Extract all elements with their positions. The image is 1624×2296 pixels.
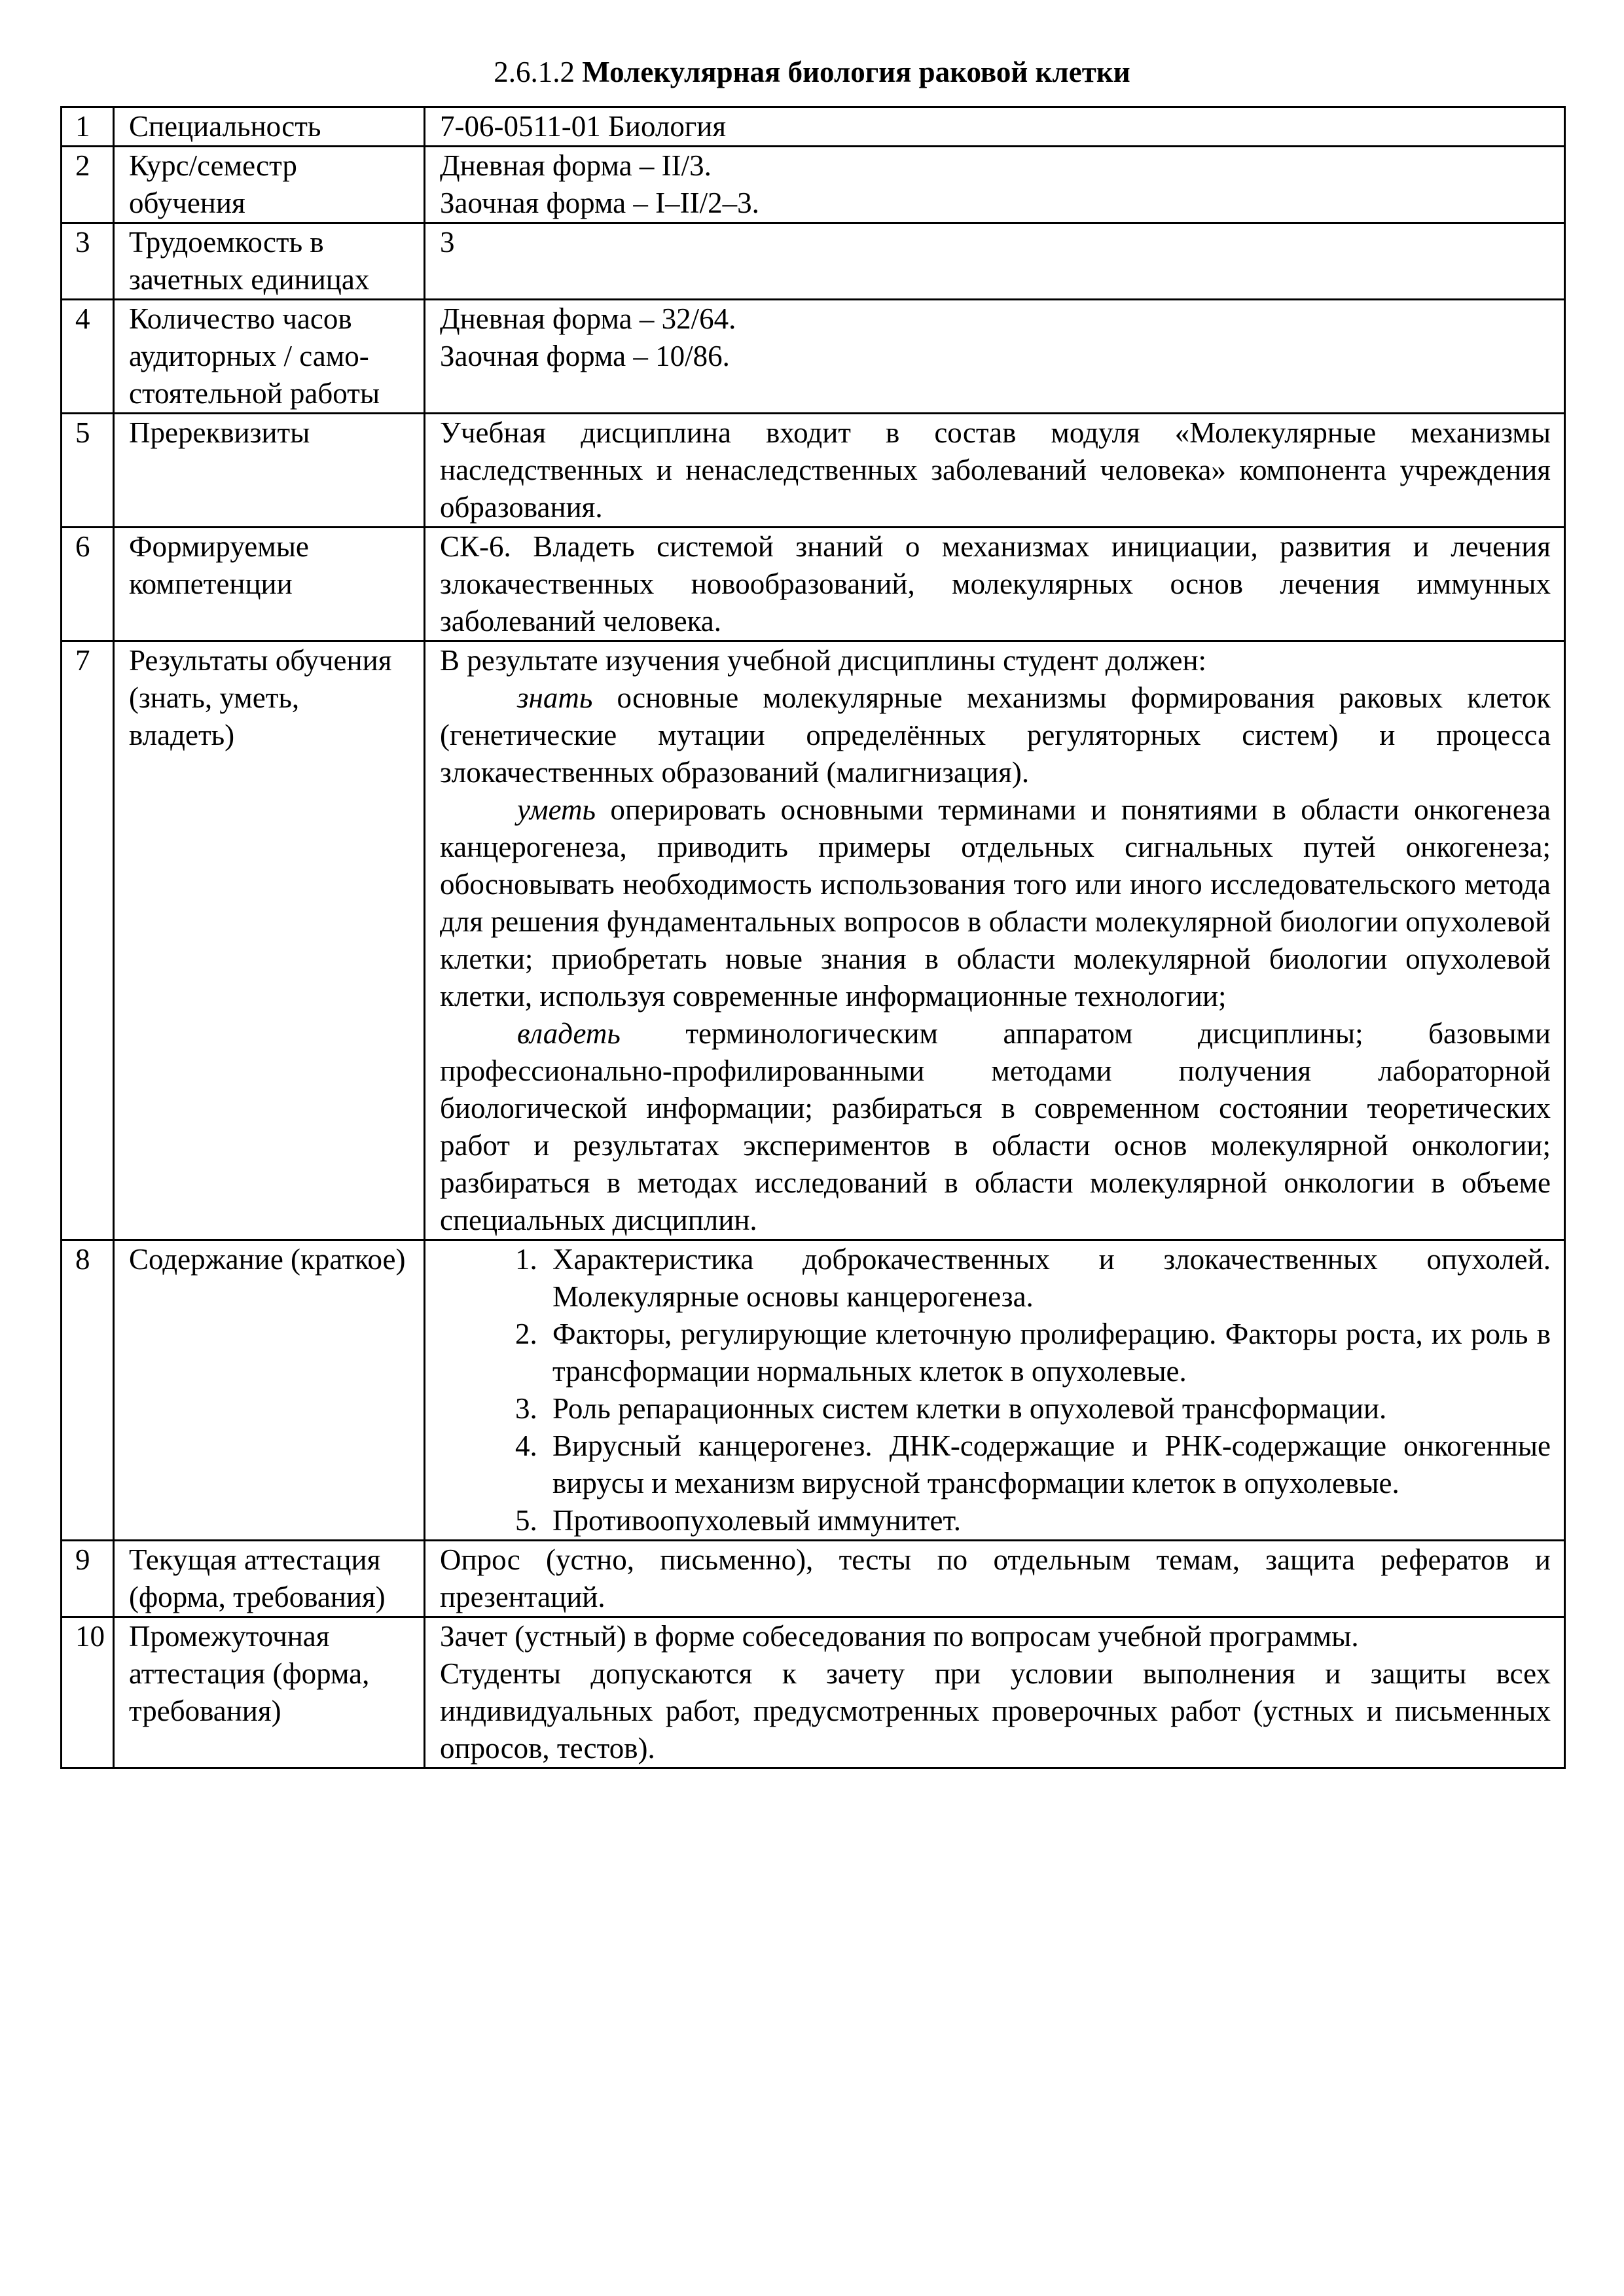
learning-outcomes-intro: В результате изучения учебной дисциплины студент должен: (440, 644, 1207, 677)
section-title: Молекулярная биология раковой клетки (582, 56, 1130, 88)
row-number: 7 (62, 641, 114, 1240)
row-value (425, 147, 1565, 223)
table-row (62, 1541, 1565, 1617)
section-number: 2.6.1.2 (494, 56, 575, 88)
row-number: 2 (62, 147, 114, 223)
row-value (425, 641, 1565, 1240)
row-label: Пререквизиты (114, 414, 425, 528)
page-title (0, 52, 1624, 92)
list-item: 5. Противоопухолевый иммунитет. (545, 1502, 1551, 1539)
row-label: Формируемые компетенции (114, 528, 425, 641)
row-value (425, 300, 1565, 414)
row-value (425, 1541, 1565, 1617)
outcome-term: владеть (517, 1017, 621, 1050)
discipline-table (60, 106, 1566, 1769)
row-value (425, 223, 1565, 300)
outcome-term: уметь (517, 793, 596, 826)
row-number: 4 (62, 300, 114, 414)
list-item: 4. Вирусный канцерогенез. ДНК-содержащие и РНК-содержащие онкогенные вирусы и механизм вирусной трансформации клеток в опухолевые. (545, 1427, 1551, 1502)
row-number: 3 (62, 223, 114, 300)
table-row (62, 1617, 1565, 1768)
table-row (62, 223, 1565, 300)
outcome-know (440, 679, 1551, 791)
row-label: Промежуточная аттестация (форма, требования) (114, 1617, 425, 1768)
table-row (62, 414, 1565, 528)
content-list (440, 1241, 1551, 1539)
row-number: 1 (62, 107, 114, 147)
row-value (425, 1617, 1565, 1768)
row-value (425, 107, 1565, 147)
table-row (62, 528, 1565, 641)
table-row (62, 107, 1565, 147)
outcome-term: знать (517, 681, 593, 714)
list-item: 2. Факторы, регулирующие клеточную пролиферацию. Факторы роста, их роль в трансформации нормальных клеток в опухолевые. (545, 1316, 1551, 1390)
row-label: Трудоемкость в зачетных единицах (114, 223, 425, 300)
row-value (425, 528, 1565, 641)
value-line: СК-6. Владеть системой знаний о механизмах инициации, развития и лечения злокачественных новообразований, молекулярных основ лечения иммунных заболеваний человека. (440, 530, 1551, 637)
table-row (62, 641, 1565, 1240)
value-line: 7-06-0511-01 Биология (440, 110, 727, 143)
row-number: 8 (62, 1240, 114, 1541)
row-number: 5 (62, 414, 114, 528)
row-label: Текущая аттестация (форма, требования) (114, 1541, 425, 1617)
value-line: Учебная дисциплина входит в состав модуля «Молекулярные механизмы наследственных и ненаследственных заболеваний человека» компонента учреждения образования. (440, 416, 1551, 524)
table-row (62, 147, 1565, 223)
list-item: 3. Роль репарационных систем клетки в опухолевой трансформации. (545, 1390, 1551, 1427)
row-label: Количество часов аудиторных / само-стоятельной работы (114, 300, 425, 414)
row-number: 9 (62, 1541, 114, 1617)
outcome-text: оперировать основными терминами и понятиями в области онкогенеза канцерогенеза, приводить примеры отдельных сигнальных путей онкогенеза; обосновывать необходимость использования того или иного исследовательского метода для решения фундаментальных вопросов в области молекулярной биологии опухолевой клетки; приобретать новые знания в области молекулярной биологии опухолевой клетки, используя современные информационные технологии; (440, 793, 1551, 1013)
table-row (62, 1240, 1565, 1541)
row-label: Содержание (краткое) (114, 1240, 425, 1541)
row-label: Специальность (114, 107, 425, 147)
table-row (62, 300, 1565, 414)
outcome-text: терминологическим аппаратом дисциплины; базовыми профессионально-профилированными методами получения лабораторной биологической информации; разбираться в современном состоянии теоретических работ и результатах экспериментов в области основ молекулярной онкологии; разбираться в методах исследований в области молекулярной онкологии в объеме специальных дисциплин. (440, 1017, 1551, 1236)
outcome-text: основные молекулярные механизмы формирования раковых клеток (генетические мутации определённых регуляторных систем) и процесса злокачественных образований (малигнизация). (440, 681, 1551, 789)
value-line: Заочная форма – 10/86. (440, 340, 730, 372)
value-line: Дневная форма – 32/64. (440, 302, 736, 335)
row-number: 10 (62, 1617, 114, 1768)
outcome-can (440, 791, 1551, 1015)
row-value (425, 1240, 1565, 1541)
outcome-master (440, 1015, 1551, 1239)
row-label: Курс/семестр обучения (114, 147, 425, 223)
value-line: 3 (440, 226, 455, 259)
value-line: Студенты допускаются к зачету при условии выполнения и защиты всех индивидуальных работ, предусмотренных проверочных работ (устных и письменных опросов, тестов). (440, 1657, 1551, 1765)
value-line: Зачет (устный) в форме собеседования по вопросам учебной программы. (440, 1620, 1359, 1653)
row-value (425, 414, 1565, 528)
value-line: Заочная форма – I–II/2–3. (440, 187, 759, 219)
list-item: 1. Характеристика доброкачественных и злокачественных опухолей. Молекулярные основы канцерогенеза. (545, 1241, 1551, 1316)
value-line: Дневная форма – II/3. (440, 149, 712, 182)
value-line: Опрос (устно, письменно), тесты по отдельным темам, защита рефератов и презентаций. (440, 1543, 1551, 1613)
row-number: 6 (62, 528, 114, 641)
row-label: Результаты обучения (знать, уметь, владеть) (114, 641, 425, 1240)
